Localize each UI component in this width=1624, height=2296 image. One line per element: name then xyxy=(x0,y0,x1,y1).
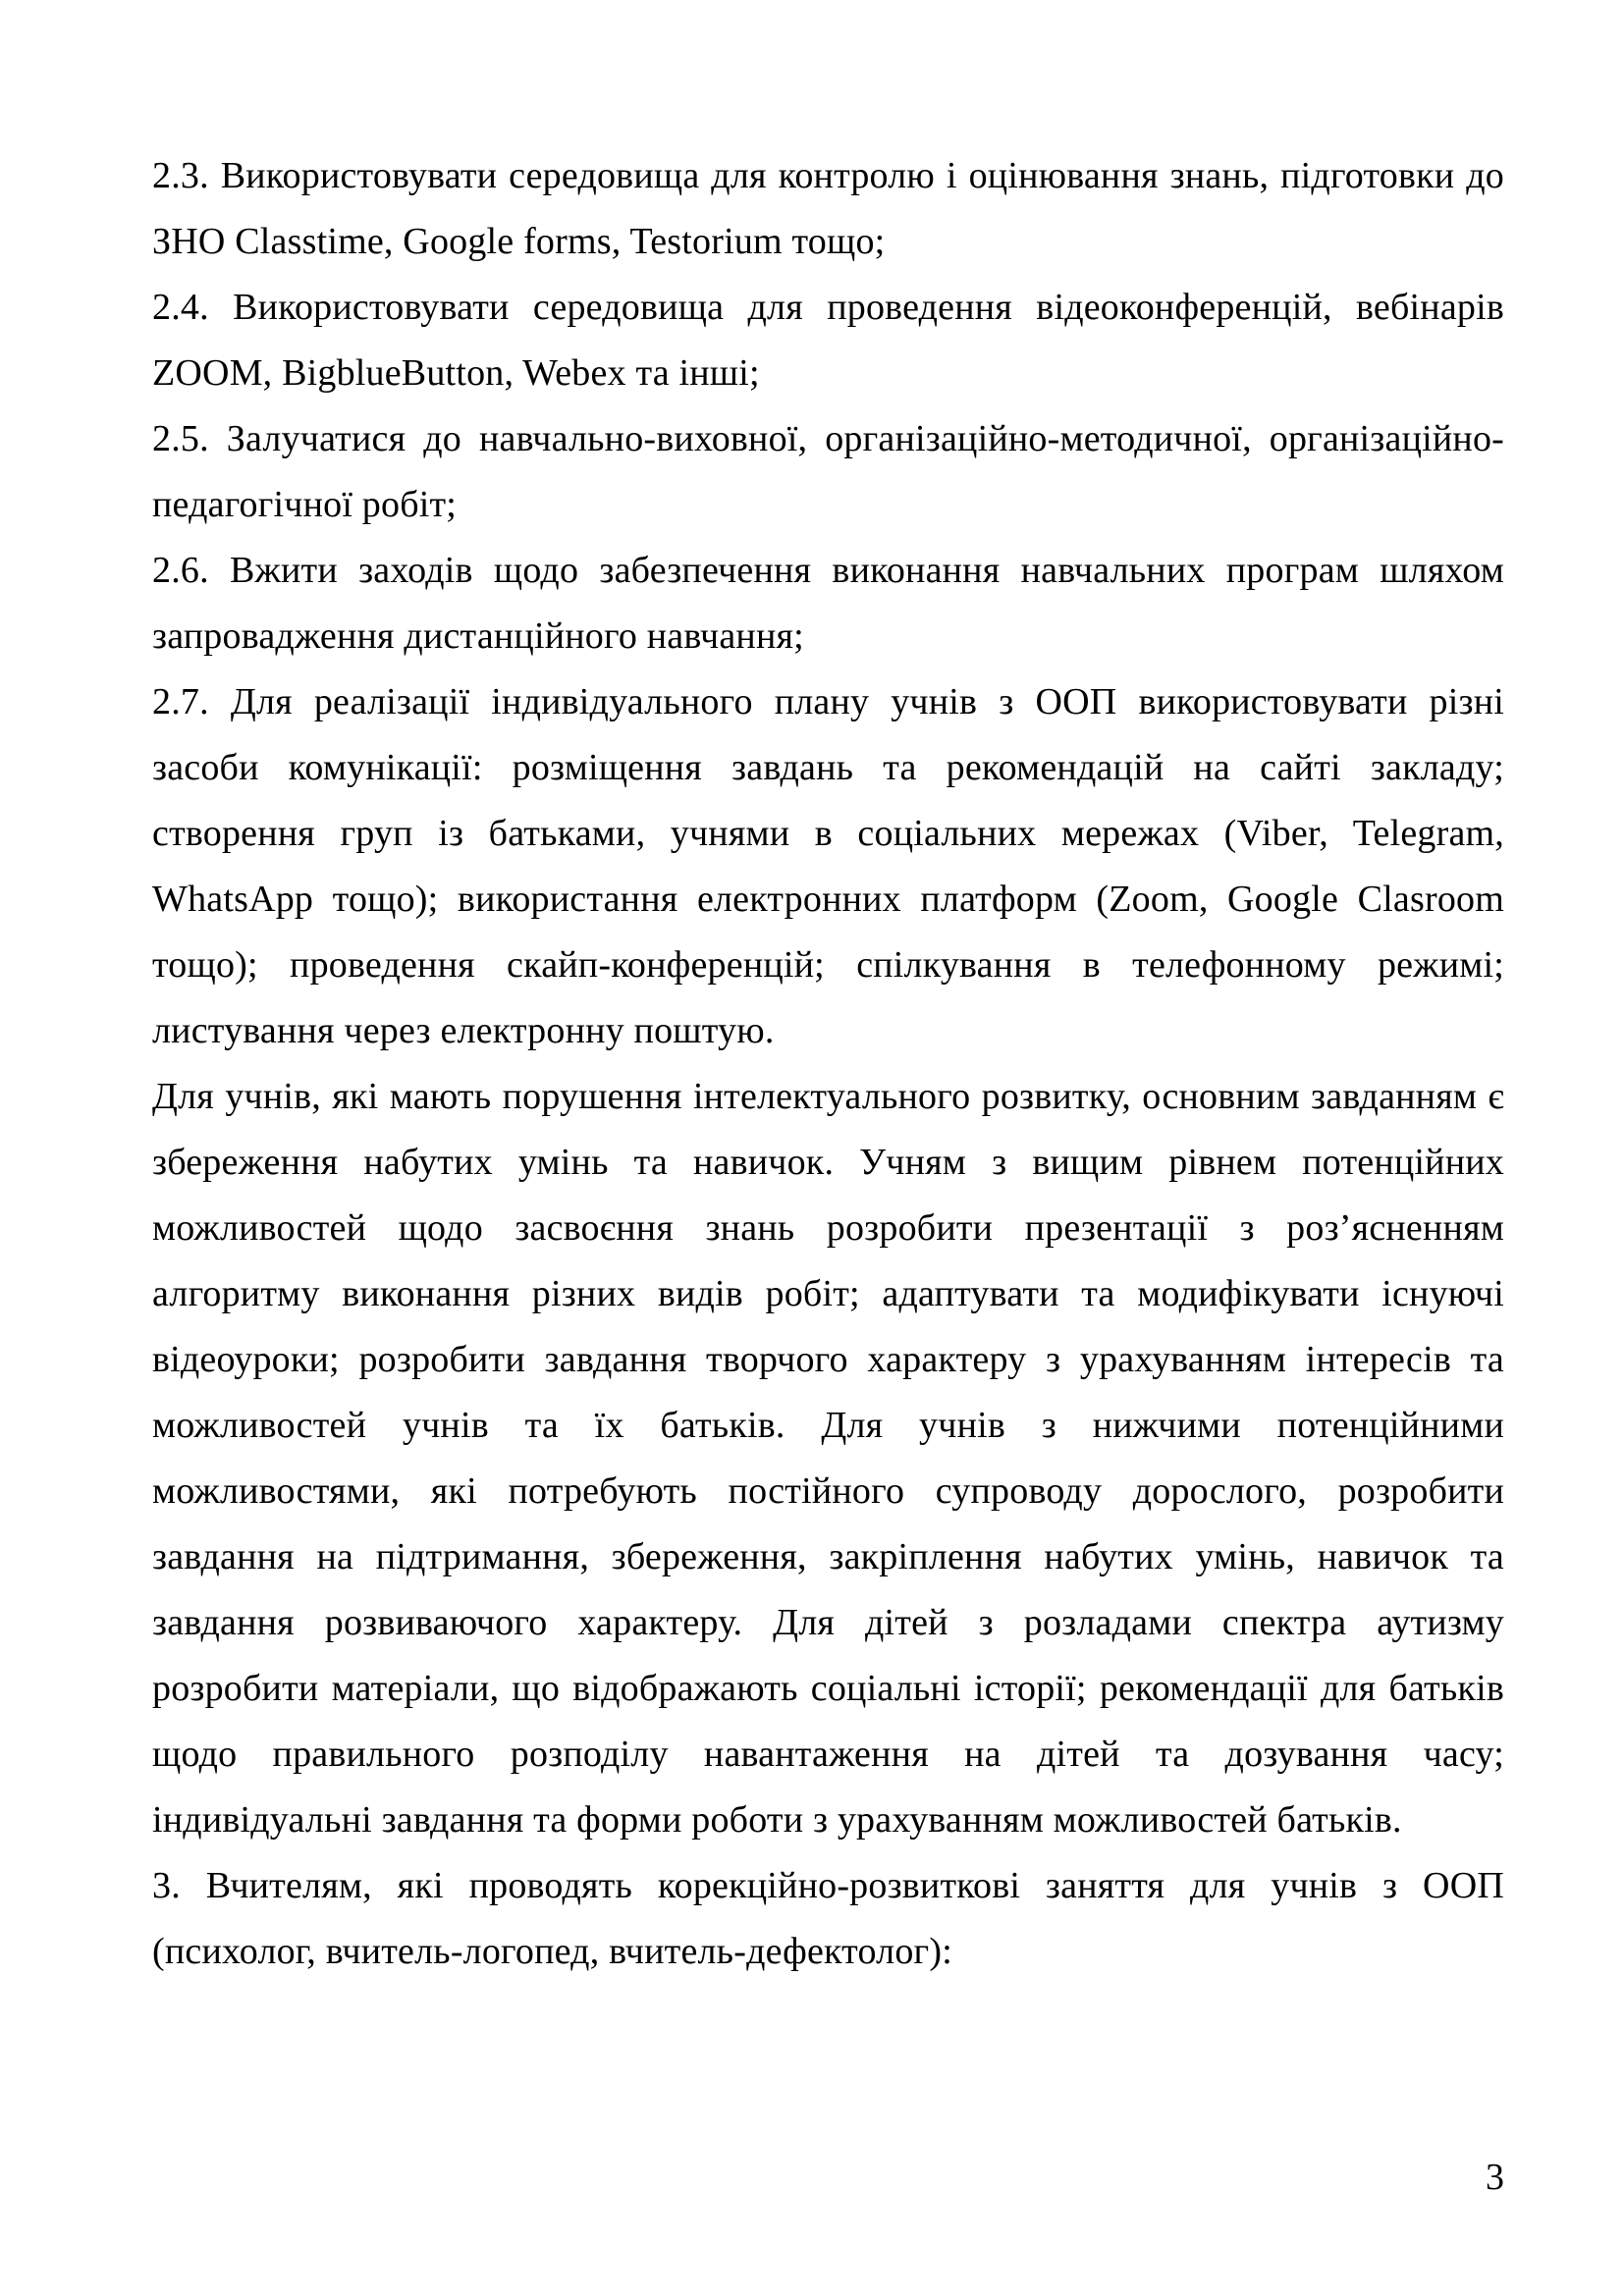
paragraph-2-3: 2.3. Використовувати середовища для контролю і оцінювання знань, підготовки до ЗНО Classtime, Google forms, Testorium тощо; xyxy=(152,155,1504,262)
paragraph-2-7: 2.7. Для реалізації індивідуального плану учнів з ООП використовувати різні засоби комунікації: розміщення завдань та рекомендацій на сайті закладу; створення груп із батьками, учнями в соціальних мережах (Viber, Telegram, WhatsApp тощо); використання електронних платформ (Zoom, Google Clasroom тощо); проведення скайп-конференцій; спілкування в телефонному режимі; листування через електронну поштую. xyxy=(152,681,1504,1051)
paragraph-2-6: 2.6. Вжити заходів щодо забезпечення виконання навчальних програм шляхом запровадження дистанційного навчання; xyxy=(152,550,1504,657)
text-body xyxy=(152,143,1504,1985)
footer xyxy=(152,2145,1504,2211)
paragraph-3: 3. Вчителям, які проводять корекційно-розвиткові заняття для учнів з ООП (психолог, вчитель-логопед, вчитель-дефектолог): xyxy=(152,1865,1504,1972)
page-number: 3 xyxy=(1486,2157,1504,2198)
paragraph-2-5: 2.5. Залучатися до навчально-виховної, організаційно-методичної, організаційно-педагогічної робіт; xyxy=(152,418,1504,525)
paragraph-2-4: 2.4. Використовувати середовища для проведення відеоконференцій, вебінарів ZOOM, BigblueButton, Webex та інші; xyxy=(152,287,1504,394)
paragraph-oop-students: Для учнів, які мають порушення інтелектуального розвитку, основним завданням є збереження набутих умінь та навичок. Учням з вищим рівнем потенційних можливостей щодо засвоєння знань розробити презентації з роз’ясненням алгоритму виконання різних видів робіт; адаптувати та модифікувати існуючі відеоуроки; розробити завдання творчого характеру з урахуванням інтересів та можливостей учнів та їх батьків. Для учнів з нижчими потенційними можливостями, які потребують постійного супроводу дорослого, розробити завдання на підтримання, збереження, закріплення набутих умінь, навичок та завдання розвиваючого характеру. Для дітей з розладами спектра аутизму розробити матеріали, що відображають соціальні історії; рекомендації для батьків щодо правильного розподілу навантаження на дітей та дозування часу; індивідуальні завдання та форми роботи з урахуванням можливостей батьків. xyxy=(152,1076,1504,1841)
